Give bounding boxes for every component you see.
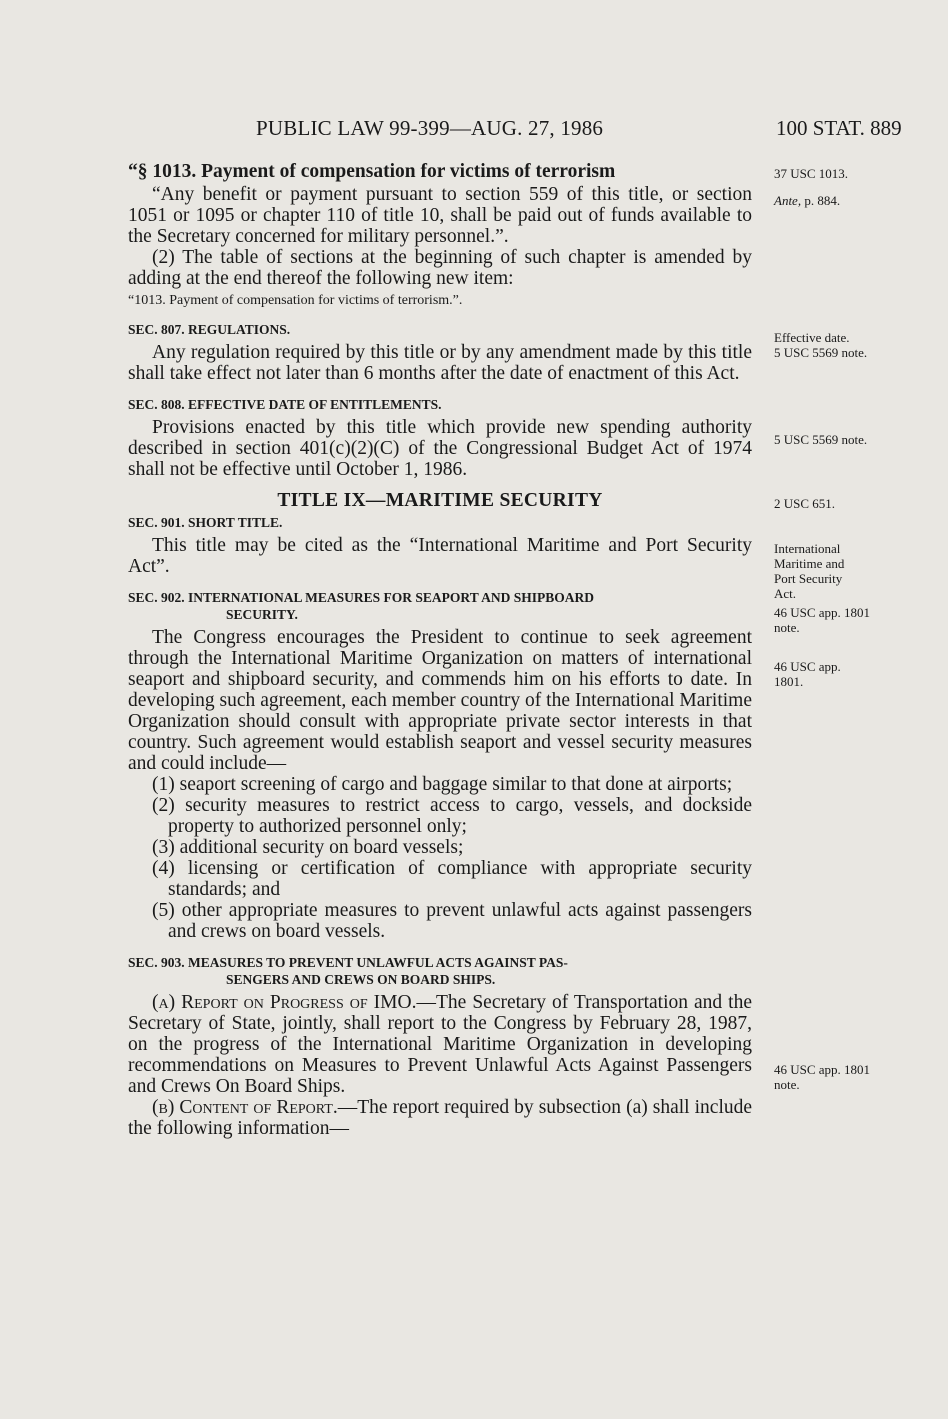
new-item-line: “1013. Payment of compensation for victims of terrorism.”. [128, 293, 463, 308]
section-1013-text: “Any benefit or payment pursuant to section 559 of this title, or section 1051 or 1095 or chapter 110 of title 10, shall be paid out of funds available to the Secretary concerned for military personnel.”. [128, 184, 752, 247]
section-1013-heading: “§ 1013. Payment of compensation for victims of terrorism [128, 161, 616, 182]
margin-note-46-usc-a [774, 605, 914, 635]
margin-note-46-usc-c [774, 1062, 914, 1092]
margin-note-46-usc-c-line2: note. [774, 1077, 800, 1092]
margin-note-short-title-line3: Port Security [774, 571, 843, 586]
margin-note-46-usc-a-line2: note. [774, 620, 800, 635]
margin-note-46-usc-b-line2: 1801. [774, 674, 804, 689]
margin-note-effective-date-line1: Effective date. [774, 330, 850, 345]
body-text [128, 160, 752, 1139]
margin-note-46-usc-b-line1: 46 USC app. [774, 659, 841, 674]
margin-note-short-title-line4: Act. [774, 586, 797, 601]
header-right: 100 STAT. 889 [776, 116, 902, 140]
paragraph-2-text: (2) The table of sections at the beginning of such chapter is amended by adding at the end thereof the following new item: [128, 247, 752, 289]
section-902-text: The Congress encourages the President to continue to seek agreement through the International Maritime Organization on matters of international seaport and shipboard security, and commends him on his efforts to date. In developing such agreement, each member country of the International Maritime Organization should consult with appropriate private sector interests in that country. Such agreement would establish seaport and vessel security measures and could include— [128, 627, 752, 774]
section-807-heading: SEC. 807. REGULATIONS. [128, 322, 291, 337]
margin-note-short-title [774, 541, 914, 601]
section-901-text: This title may be cited as the “International Maritime and Port Security Act”. [128, 535, 752, 577]
section-807-text: Any regulation required by this title or by any amendment made by this title shall take effect not later than 6 months after the date of enactment of this Act. [128, 342, 752, 384]
section-902-heading-line2: SECURITY. [226, 607, 298, 622]
margin-note-effective-date-line2: 5 USC 5569 note. [774, 345, 868, 360]
section-903-heading-line1: SEC. 903. MEASURES TO PREVENT UNLAWFUL ACTS AGAINST PAS- [128, 955, 568, 970]
margin-note-46-usc-a-line1: 46 USC app. 1801 [774, 605, 871, 620]
section-903-heading-line2: SENGERS AND CREWS ON BOARD SHIPS. [226, 972, 496, 987]
margin-note-ante-italic: Ante, [774, 193, 802, 208]
margin-note-37-usc: 37 USC 1013. [774, 166, 849, 181]
subsection-b-label: (b) Content of Report. [152, 1097, 338, 1118]
subsection-b [128, 1097, 752, 1139]
margin-note-46-usc-b [774, 659, 914, 689]
subsection-a-text: —The Secretary of Transportation and the Secretary of State, jointly, shall report to the Congress by February 28, 1987, on the progress of the International Maritime Organization in developing recommendations on Measures to Prevent Unlawful Acts Against Passengers and Crews On Board Ships. [128, 992, 753, 1097]
header-left: PUBLIC LAW 99-399—AUG. 27, 1986 [256, 116, 604, 140]
section-902-heading [128, 589, 752, 623]
section-808-text: Provisions enacted by this title which provide new spending authority described in section 401(c)(2)(C) of the Congressional Budget Act of 1974 shall not be effective until October 1, 1986. [128, 417, 752, 480]
margin-note-5-usc: 5 USC 5569 note. [774, 432, 868, 447]
subsection-a [128, 992, 752, 1097]
list-item-2: (2) security measures to restrict access to cargo, vessels, and dockside property to authorized personnel only; [152, 795, 752, 837]
list-item-1: (1) seaport screening of cargo and baggage similar to that done at airports; [152, 774, 733, 795]
margin-note-ante [774, 193, 914, 208]
section-902-heading-line1: SEC. 902. INTERNATIONAL MEASURES FOR SEAPORT AND SHIPBOARD [128, 590, 594, 605]
list-item-5: (5) other appropriate measures to prevent unlawful acts against passengers and crews on board vessels. [152, 900, 752, 942]
subsection-b-text: —The report required by subsection (a) shall include the following information— [128, 1097, 753, 1139]
margin-note-effective-date [774, 330, 914, 360]
title-ix-heading: TITLE IX—MARITIME SECURITY [277, 490, 603, 511]
list-item-4: (4) licensing or certification of compliance with appropriate security standards; and [152, 858, 752, 900]
section-903-heading [128, 954, 752, 988]
margin-note-ante-page: p. 884. [801, 193, 841, 208]
margin-note-short-title-line2: Maritime and [774, 556, 845, 571]
list-item-3: (3) additional security on board vessels; [152, 837, 464, 858]
margin-note-short-title-line1: International [774, 541, 841, 556]
section-901-heading: SEC. 901. SHORT TITLE. [128, 515, 283, 530]
margin-note-46-usc-c-line1: 46 USC app. 1801 [774, 1062, 871, 1077]
subsection-a-label: (a) Report on Progress of IMO. [152, 992, 417, 1013]
section-808-heading: SEC. 808. EFFECTIVE DATE OF ENTITLEMENTS. [128, 397, 442, 412]
margin-note-2-usc: 2 USC 651. [774, 496, 836, 511]
